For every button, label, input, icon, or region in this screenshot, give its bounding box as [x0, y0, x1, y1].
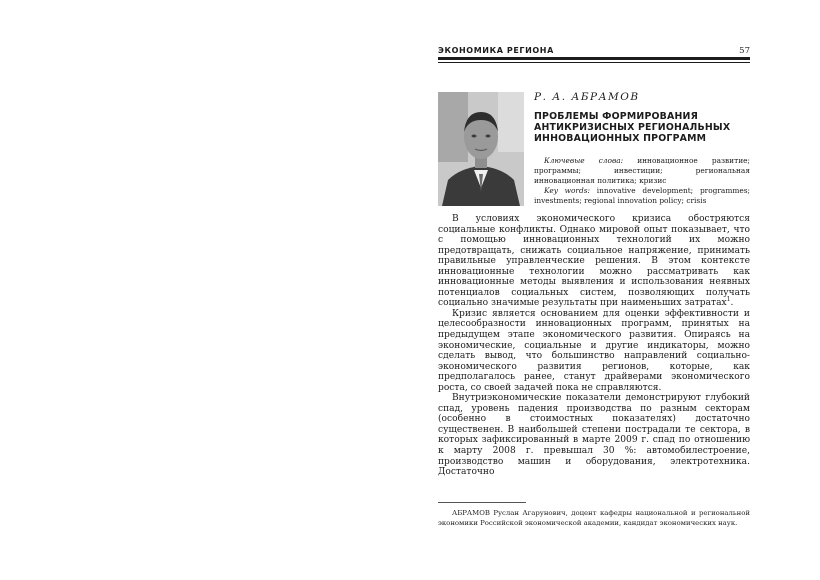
title-line-1: ПРОБЛЕМЫ ФОРМИРОВАНИЯ: [534, 111, 698, 122]
body-paragraph-1-end: .: [730, 298, 734, 309]
author-footnote: [438, 509, 750, 528]
keywords-en-label: Key words:: [544, 185, 590, 195]
keywords-en-text: innovative development; programmes; investments; regional innovation policy; crisis: [534, 185, 751, 205]
keywords-block: [534, 156, 750, 206]
author-name: Р. А. АБРАМОВ: [534, 91, 640, 103]
article-body: [438, 214, 750, 478]
author-footnote-text: АБРАМОВ Руслан Агарунович, доцент кафедры национальной и региональной экономики Российской экономической академии, кандидат экономических наук.: [438, 509, 750, 527]
keywords-ru: [534, 156, 750, 186]
title-line-2: АНТИКРИЗИСНЫХ РЕГИОНАЛЬНЫХ: [534, 121, 731, 133]
journal-name: ЭКОНОМИКА РЕГИОНА: [438, 46, 554, 55]
header-rule-thick: [438, 57, 750, 60]
body-paragraph-3: Внутриэкономические показатели демонстрируют глубокий спад, уровень падения производства по разным секторам (особенно в стоимостных показателях) достаточно существенен. В наибольшей степени пострадали те сектора, в которых зафиксированный в марте 2009 г. спад по отношению к марту 2008 г. превышал 30 %: автомобилестроение, производство машин и оборудования, электротехника. Достаточно: [438, 393, 750, 478]
header-rule-thin: [438, 62, 750, 63]
keywords-ru-label: Ключевые слова:: [544, 156, 624, 165]
article-title: [534, 112, 749, 144]
footnote-rule: [438, 502, 526, 503]
title-line-3: ИННОВАЦИОННЫХ ПРОГРАММ: [534, 132, 707, 144]
author-photo: [438, 92, 524, 206]
body-paragraph-2: Кризис является основанием для оценки эффективности и целесообразности инновационных программ, принятых на предыдущем этапе экономического развития. Опираясь на экономические, социальные и другие индикаторы, можно сделать вывод, что большинство направлений социально-экономического развития регионов, которые, как предполагалось ранее, станут драйверами экономического роста, со своей задачей пока не справляются.: [438, 308, 750, 393]
keywords-ru-text: инновационное развитие; программы; инвестиции; региональная инновационная политика; кризис: [534, 156, 750, 185]
running-header: [438, 44, 750, 58]
journal-page: [438, 44, 750, 556]
body-paragraph-1: [438, 214, 750, 309]
keywords-en: [534, 186, 750, 206]
author-portrait-image: [438, 92, 524, 206]
body-paragraph-1-text: В условиях экономического кризиса обостряются социальные конфликты. Однако мировой опыт показывает, что с помощью инновационных технологий их можно предотвращать, снижать социальное напряжение, принимать правильные управленческие решения. В этом контексте инновационные технологии можно рассматривать как инновационные методы выявления и использования неявных потенциалов социальных систем, позволяющих получать социально значимые результаты при наименьших затратах: [438, 214, 750, 309]
footnote-marker: 1: [726, 296, 731, 304]
page-number: 57: [739, 46, 750, 56]
